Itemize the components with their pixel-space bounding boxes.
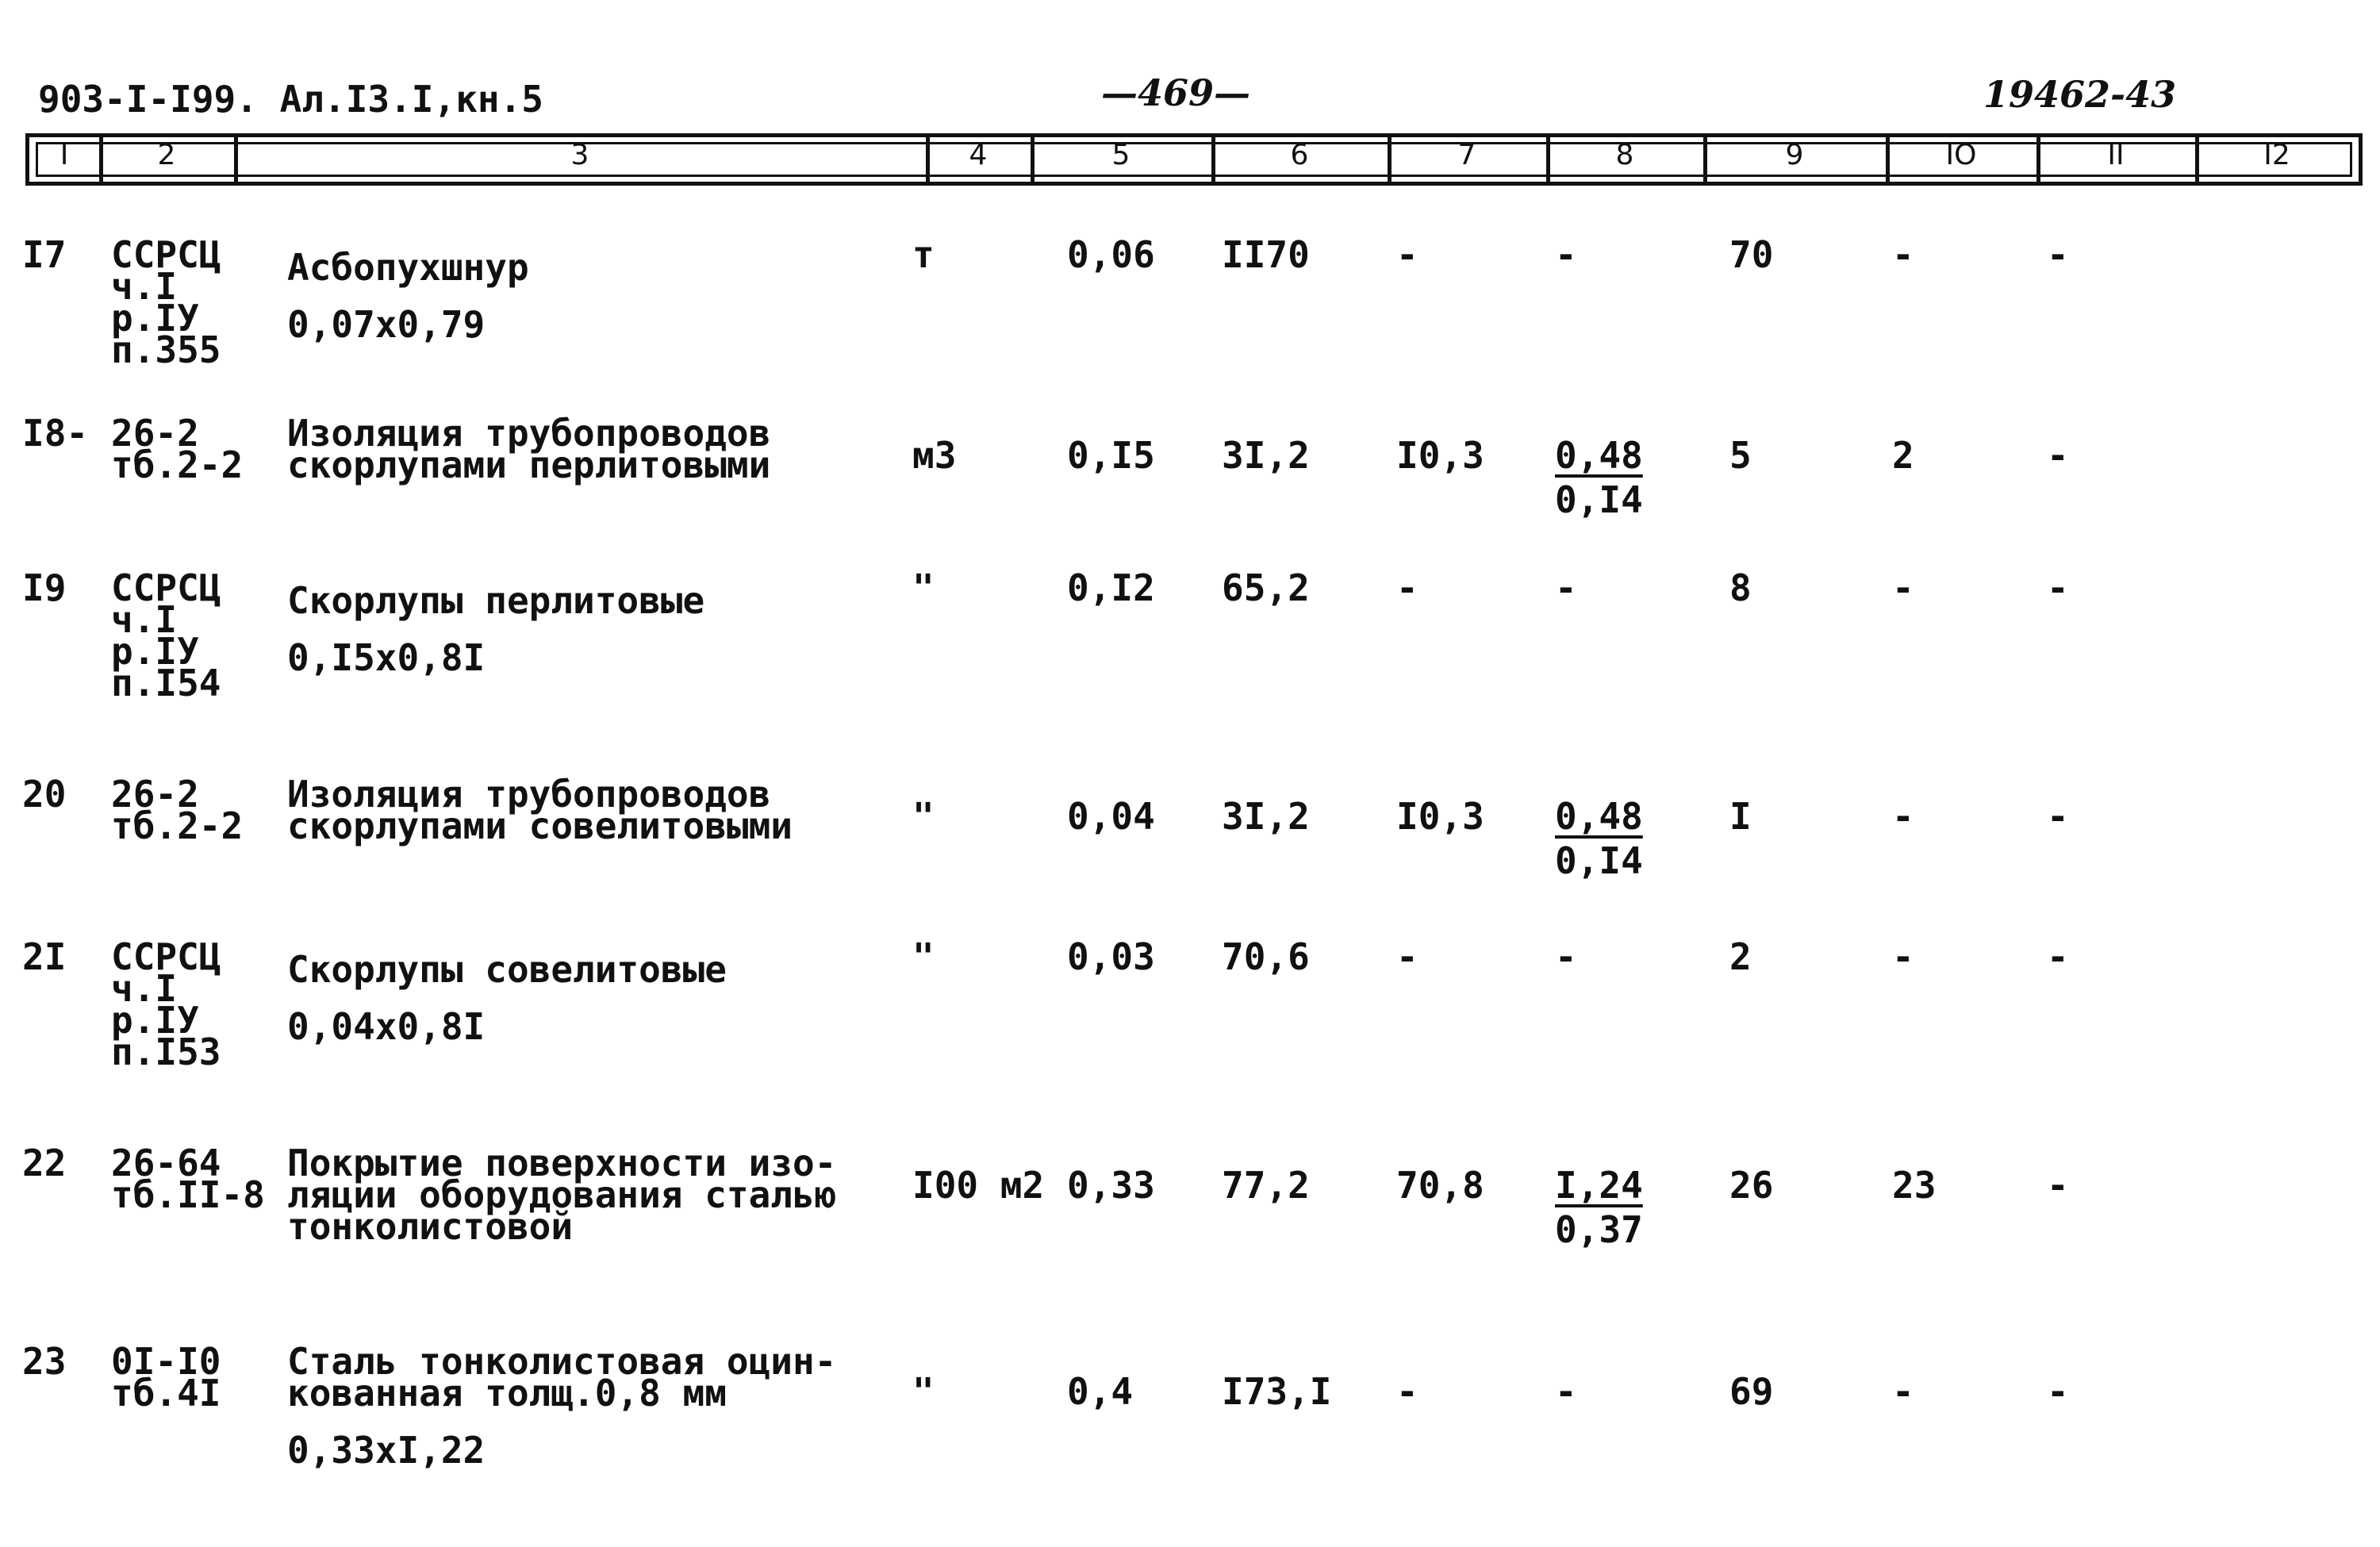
column-divider: [1886, 137, 1890, 182]
row-c11: -: [2047, 434, 2069, 477]
row-number: 2I: [22, 935, 67, 978]
row-code-line: ч.I: [111, 598, 178, 641]
row-c6: I73,I: [1222, 1370, 1332, 1413]
row-c11: -: [2047, 566, 2069, 609]
row-c5: 0,I2: [1067, 566, 1155, 609]
row-number: I7: [22, 233, 67, 276]
row-c7: 70,8: [1396, 1164, 1484, 1207]
row-name-line: Скорлупы совелитовые: [287, 948, 727, 991]
row-c8-fraction: [1555, 434, 1643, 521]
row-c5: 0,4: [1067, 1370, 1134, 1413]
column-number: I: [60, 139, 69, 171]
row-code-line: р.IУ: [111, 630, 199, 673]
row-c10: -: [1892, 566, 1914, 609]
row-c9: 70: [1729, 233, 1774, 276]
column-divider: [926, 137, 930, 182]
column-divider: [2195, 137, 2199, 182]
column-number: 4: [969, 139, 988, 171]
row-unit: I00 м2: [912, 1164, 1045, 1207]
row-c8-denominator: 0,I4: [1555, 478, 1643, 521]
row-code-line: п.355: [111, 328, 221, 371]
row-c10: -: [1892, 935, 1914, 978]
column-divider: [1031, 137, 1035, 182]
column-number: 8: [1615, 139, 1634, 171]
row-code-line: 26-2: [111, 412, 199, 455]
row-c6: 65,2: [1222, 566, 1310, 609]
row-name-line: ляции оборудования сталью: [287, 1173, 837, 1216]
row-number: 22: [22, 1142, 67, 1184]
row-c8: -: [1555, 935, 1577, 978]
row-name-line: Асбопухшнур: [287, 246, 529, 289]
row-c9: 5: [1729, 434, 1752, 477]
row-code-line: тб.4I: [111, 1372, 221, 1415]
row-c11: -: [2047, 795, 2069, 838]
row-c8: -: [1555, 233, 1577, 276]
column-divider: [99, 137, 103, 182]
row-name-line: тонколистовой: [287, 1205, 574, 1248]
column-number: 3: [570, 139, 589, 171]
row-c10: -: [1892, 1370, 1914, 1413]
row-c7: -: [1396, 1370, 1418, 1413]
column-divider: [1211, 137, 1215, 182]
row-c5: 0,04: [1067, 795, 1155, 838]
row-unit: т: [912, 233, 935, 276]
row-c10: 23: [1892, 1164, 1937, 1207]
row-c8-denominator: 0,37: [1555, 1208, 1643, 1251]
row-name-line: Сталь тонколистовая оцин-: [287, 1340, 837, 1383]
row-spec: 0,I5x0,8I: [287, 636, 486, 679]
column-divider: [2036, 137, 2040, 182]
row-code-line: 0I-I0: [111, 1340, 221, 1383]
row-code-line: ССРСЦ: [111, 935, 221, 978]
row-code-line: п.I54: [111, 662, 221, 704]
row-c10: -: [1892, 795, 1914, 838]
row-c8-fraction: [1555, 1164, 1643, 1251]
row-unit: ": [912, 566, 935, 609]
row-number: 23: [22, 1340, 67, 1383]
row-spec: 0,04x0,8I: [287, 1005, 486, 1048]
row-name-line: Изоляция трубопроводов: [287, 773, 771, 816]
row-c5: 0,33: [1067, 1164, 1155, 1207]
row-c6: II70: [1222, 233, 1310, 276]
row-c6: 3I,2: [1222, 795, 1310, 838]
column-number: 7: [1457, 139, 1476, 171]
row-c9: I: [1729, 795, 1752, 838]
row-c8-numerator: 0,48: [1555, 434, 1643, 477]
row-c9: 26: [1729, 1164, 1774, 1207]
column-divider: [234, 137, 238, 182]
inventory-number: 19462-43: [1983, 73, 2177, 116]
column-number: 6: [1290, 139, 1309, 171]
row-spec: 0,33xI,22: [287, 1429, 486, 1472]
row-code-line: р.IУ: [111, 999, 199, 1042]
row-name-line: кованная толщ.0,8 мм: [287, 1372, 727, 1415]
column-divider: [1546, 137, 1550, 182]
row-code-line: ССРСЦ: [111, 233, 221, 276]
row-c8: -: [1555, 1370, 1577, 1413]
row-number: I9: [22, 566, 67, 609]
row-code-line: ч.I: [111, 265, 178, 308]
row-c11: -: [2047, 935, 2069, 978]
row-name-line: Скорлупы перлитовые: [287, 579, 705, 622]
row-code-line: 26-2: [111, 773, 199, 816]
row-unit: м3: [912, 434, 957, 477]
column-number: 5: [1111, 139, 1130, 171]
column-number: II: [2107, 139, 2125, 171]
column-number: IO: [1945, 139, 1977, 171]
row-c11: -: [2047, 233, 2069, 276]
row-c6: 77,2: [1222, 1164, 1310, 1207]
row-code-line: ч.I: [111, 967, 178, 1010]
row-c7: I0,3: [1396, 795, 1484, 838]
row-c11: -: [2047, 1164, 2069, 1207]
column-number-header: [25, 133, 2363, 186]
row-c6: 70,6: [1222, 935, 1310, 978]
row-c5: 0,06: [1067, 233, 1155, 276]
row-number: 20: [22, 773, 67, 816]
row-name-line: скорлупами совелитовыми: [287, 804, 793, 847]
row-code-line: п.I53: [111, 1031, 221, 1073]
row-c7: -: [1396, 566, 1418, 609]
row-code-line: 26-64: [111, 1142, 221, 1184]
row-c11: -: [2047, 1370, 2069, 1413]
row-code-line: тб.II-8: [111, 1173, 265, 1216]
row-c9: 2: [1729, 935, 1752, 978]
row-unit: ": [912, 795, 935, 838]
column-number: 2: [157, 139, 176, 171]
row-code-line: р.IУ: [111, 297, 199, 340]
row-unit: ": [912, 935, 935, 978]
row-c10: 2: [1892, 434, 1914, 477]
column-divider: [1388, 137, 1392, 182]
row-unit: ": [912, 1370, 935, 1413]
row-c7: -: [1396, 935, 1418, 978]
column-divider: [1703, 137, 1707, 182]
row-code-line: тб.2-2: [111, 804, 244, 847]
row-c10: -: [1892, 233, 1914, 276]
row-code-line: тб.2-2: [111, 443, 244, 486]
row-c9: 8: [1729, 566, 1752, 609]
row-c7: I0,3: [1396, 434, 1484, 477]
row-spec: 0,07x0,79: [287, 303, 486, 346]
row-c5: 0,03: [1067, 935, 1155, 978]
row-name-line: скорлупами перлитовыми: [287, 443, 771, 486]
page-number: —469—: [1101, 71, 1251, 114]
row-name-line: Покрытие поверхности изо-: [287, 1142, 837, 1184]
row-c8-fraction: [1555, 795, 1643, 882]
row-c8-denominator: 0,I4: [1555, 839, 1643, 882]
column-number: 9: [1785, 139, 1804, 171]
row-name-line: Изоляция трубопроводов: [287, 412, 771, 455]
row-number: I8-: [22, 412, 89, 455]
doc-code: 903-I-I99. Ал.I3.I,кн.5: [38, 78, 543, 121]
row-c5: 0,I5: [1067, 434, 1155, 477]
row-c8-numerator: I,24: [1555, 1164, 1643, 1207]
row-c8-numerator: 0,48: [1555, 795, 1643, 838]
row-c8: -: [1555, 566, 1577, 609]
column-number: I2: [2263, 139, 2290, 171]
row-c6: 3I,2: [1222, 434, 1310, 477]
row-c7: -: [1396, 233, 1418, 276]
row-code-line: ССРСЦ: [111, 566, 221, 609]
row-c9: 69: [1729, 1370, 1774, 1413]
